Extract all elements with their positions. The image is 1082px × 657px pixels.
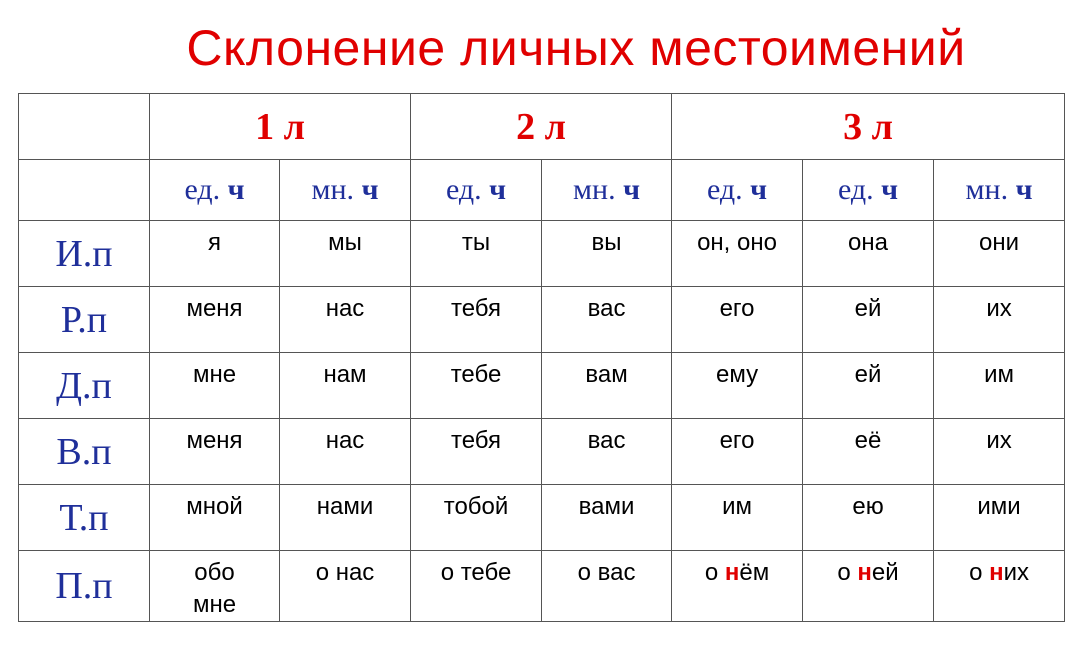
number-suffix: ч bbox=[750, 173, 768, 206]
table-cell: она bbox=[803, 221, 934, 287]
cell-text-part: ём bbox=[739, 559, 770, 586]
table-cell: тобой bbox=[411, 485, 542, 551]
table-cell: нами bbox=[280, 485, 411, 551]
case-label: П.п bbox=[19, 551, 150, 622]
highlighted-letter: н bbox=[857, 559, 872, 586]
number-label: мн. bbox=[965, 173, 1009, 206]
table-cell: мной bbox=[150, 485, 280, 551]
table-cell: о нас bbox=[280, 551, 411, 622]
number-header-row bbox=[19, 160, 1065, 221]
table-cell: тебя bbox=[411, 287, 542, 353]
number-header bbox=[934, 160, 1065, 221]
table-cell: её bbox=[803, 419, 934, 485]
table-cell: меня bbox=[150, 287, 280, 353]
case-label: Т.п bbox=[19, 485, 150, 551]
highlighted-letter: н bbox=[989, 559, 1004, 586]
person-2-header: 2 л bbox=[411, 94, 672, 160]
number-suffix: ч bbox=[489, 173, 507, 206]
table-cell: им bbox=[934, 353, 1065, 419]
table-cell: нам bbox=[280, 353, 411, 419]
table-cell: он, оно bbox=[672, 221, 803, 287]
number-header bbox=[803, 160, 934, 221]
number-label: ед. bbox=[837, 173, 874, 206]
table-cell bbox=[672, 551, 803, 622]
number-label: ед. bbox=[706, 173, 743, 206]
corner-cell bbox=[19, 160, 150, 221]
table-cell: обо мне bbox=[150, 551, 280, 622]
case-label: В.п bbox=[19, 419, 150, 485]
number-suffix: ч bbox=[361, 173, 379, 206]
table-cell: его bbox=[672, 419, 803, 485]
number-header bbox=[150, 160, 280, 221]
table-cell: тебя bbox=[411, 419, 542, 485]
table-cell: о тебе bbox=[411, 551, 542, 622]
number-header bbox=[672, 160, 803, 221]
table-cell: я bbox=[150, 221, 280, 287]
declension-table bbox=[18, 93, 1065, 622]
number-header bbox=[411, 160, 542, 221]
highlighted-letter: н bbox=[724, 559, 740, 586]
number-suffix: ч bbox=[1015, 173, 1033, 206]
case-label: Д.п bbox=[19, 353, 150, 419]
table-row bbox=[19, 221, 1065, 287]
cell-text-part: ей bbox=[871, 559, 899, 586]
table-cell: вас bbox=[542, 287, 672, 353]
person-header-row bbox=[19, 94, 1065, 160]
table-cell: мы bbox=[280, 221, 411, 287]
page-title: Склонение личных местоимений bbox=[186, 20, 966, 76]
case-label: И.п bbox=[19, 221, 150, 287]
table-cell: нас bbox=[280, 287, 411, 353]
table-row bbox=[19, 353, 1065, 419]
table-cell: его bbox=[672, 287, 803, 353]
table-cell: их bbox=[934, 419, 1065, 485]
table-cell: тебе bbox=[411, 353, 542, 419]
case-label: Р.п bbox=[19, 287, 150, 353]
table-cell: ей bbox=[803, 353, 934, 419]
table-cell bbox=[934, 551, 1065, 622]
table-row bbox=[19, 551, 1065, 622]
number-suffix: ч bbox=[881, 173, 899, 206]
table-row bbox=[19, 287, 1065, 353]
number-label: мн. bbox=[311, 173, 355, 206]
table-row bbox=[19, 485, 1065, 551]
number-label: ед. bbox=[184, 173, 221, 206]
table-cell: им bbox=[672, 485, 803, 551]
number-label: мн. bbox=[573, 173, 616, 206]
number-header bbox=[280, 160, 411, 221]
table-cell: ими bbox=[934, 485, 1065, 551]
table-cell: мне bbox=[150, 353, 280, 419]
cell-text-part: о bbox=[969, 559, 990, 586]
table-cell: вам bbox=[542, 353, 672, 419]
number-suffix: ч bbox=[227, 173, 245, 206]
table-cell: они bbox=[934, 221, 1065, 287]
table-cell: ему bbox=[672, 353, 803, 419]
table-cell: их bbox=[934, 287, 1065, 353]
table-cell: вас bbox=[542, 419, 672, 485]
table-row bbox=[19, 419, 1065, 485]
table-cell: ей bbox=[803, 287, 934, 353]
person-1-header: 1 л bbox=[150, 94, 411, 160]
number-label: ед. bbox=[445, 173, 482, 206]
case-rows bbox=[19, 221, 1065, 622]
table-cell: ты bbox=[411, 221, 542, 287]
table-cell: меня bbox=[150, 419, 280, 485]
table-cell: нас bbox=[280, 419, 411, 485]
cell-text-part: о bbox=[704, 559, 725, 586]
cell-text-part: их bbox=[1003, 559, 1029, 586]
cell-text-part: о bbox=[837, 559, 858, 586]
corner-cell bbox=[19, 94, 150, 160]
number-header bbox=[542, 160, 672, 221]
table-cell: вами bbox=[542, 485, 672, 551]
table-cell: ею bbox=[803, 485, 934, 551]
person-3-header: 3 л bbox=[672, 94, 1065, 160]
table-cell: вы bbox=[542, 221, 672, 287]
table-cell bbox=[803, 551, 934, 622]
number-suffix: ч bbox=[623, 173, 640, 206]
table-cell: о вас bbox=[542, 551, 672, 622]
